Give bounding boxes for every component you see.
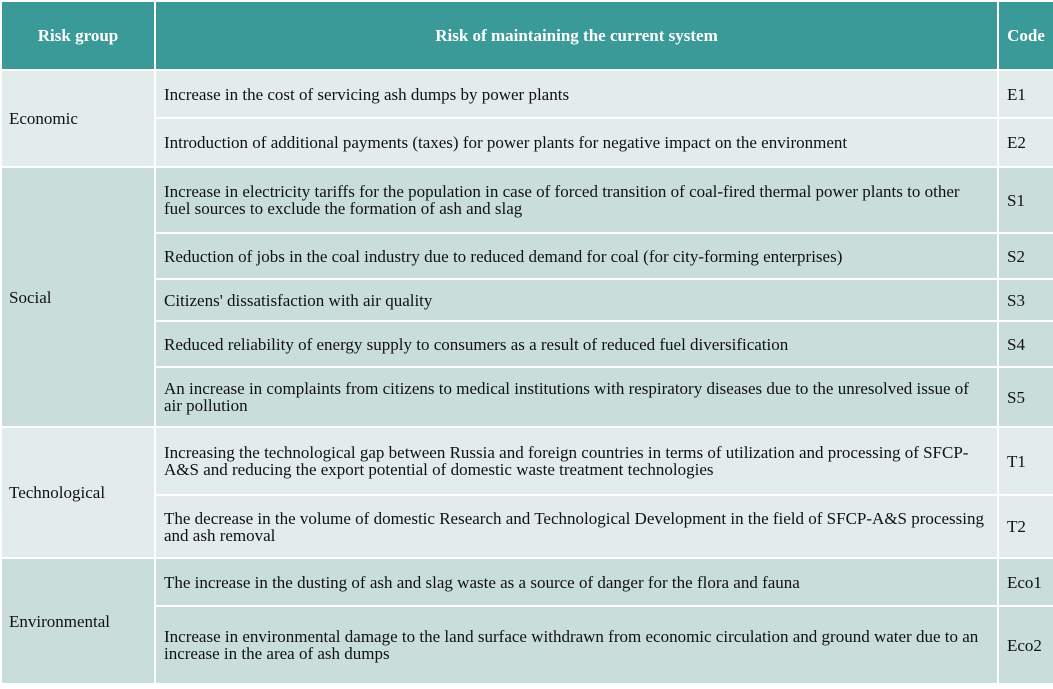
- header-code: Code: [998, 1, 1053, 70]
- code-cell: E2: [998, 118, 1053, 167]
- risk-group-cell: Environmental: [1, 558, 155, 684]
- table-row: [1, 558, 1053, 606]
- risk-group-cell: Technological: [1, 427, 155, 558]
- table-row: [1, 495, 1053, 558]
- risk-cell: Increasing the technological gap between Russia and foreign countries in terms of utilization and processing of SFCP-A&S and reducing the export potential of domestic waste treatment technologies: [155, 427, 998, 495]
- table-row: [1, 233, 1053, 279]
- code-cell: S3: [998, 279, 1053, 321]
- table-row: [1, 606, 1053, 684]
- code-cell: E1: [998, 70, 1053, 118]
- risk-cell: Increase in environmental damage to the land surface withdrawn from economic circulation and ground water due to an increase in the area of ash dumps: [155, 606, 998, 684]
- table-row: [1, 118, 1053, 167]
- risk-cell: The decrease in the volume of domestic Research and Technological Development in the field of SFCP-A&S processing and ash removal: [155, 495, 998, 558]
- risk-cell: Citizens' dissatisfaction with air quality: [155, 279, 998, 321]
- code-cell: S1: [998, 167, 1053, 233]
- risk-group-cell: Social: [1, 167, 155, 427]
- table-row: [1, 279, 1053, 321]
- table-row: [1, 167, 1053, 233]
- code-cell: S5: [998, 367, 1053, 427]
- code-cell: Eco1: [998, 558, 1053, 606]
- header-risk-group: Risk group: [1, 1, 155, 70]
- header-risk: Risk of maintaining the current system: [155, 1, 998, 70]
- risk-cell: Increase in electricity tariffs for the population in case of forced transition of coal-fired thermal power plants to other fuel sources to exclude the formation of ash and slag: [155, 167, 998, 233]
- table-row: [1, 367, 1053, 427]
- risk-cell: An increase in complaints from citizens to medical institutions with respiratory diseases due to the unresolved issue of air pollution: [155, 367, 998, 427]
- risk-cell: The increase in the dusting of ash and slag waste as a source of danger for the flora and fauna: [155, 558, 998, 606]
- code-cell: T2: [998, 495, 1053, 558]
- risk-cell: Introduction of additional payments (taxes) for power plants for negative impact on the environment: [155, 118, 998, 167]
- code-cell: T1: [998, 427, 1053, 495]
- risk-cell: Increase in the cost of servicing ash dumps by power plants: [155, 70, 998, 118]
- risk-cell: Reduced reliability of energy supply to consumers as a result of reduced fuel diversification: [155, 321, 998, 367]
- risk-group-cell: Economic: [1, 70, 155, 167]
- code-cell: S2: [998, 233, 1053, 279]
- code-cell: S4: [998, 321, 1053, 367]
- risk-cell: Reduction of jobs in the coal industry due to reduced demand for coal (for city-forming enterprises): [155, 233, 998, 279]
- table-row: [1, 427, 1053, 495]
- table-row: [1, 321, 1053, 367]
- code-cell: Eco2: [998, 606, 1053, 684]
- table-row: [1, 70, 1053, 118]
- header-row: [1, 1, 1053, 70]
